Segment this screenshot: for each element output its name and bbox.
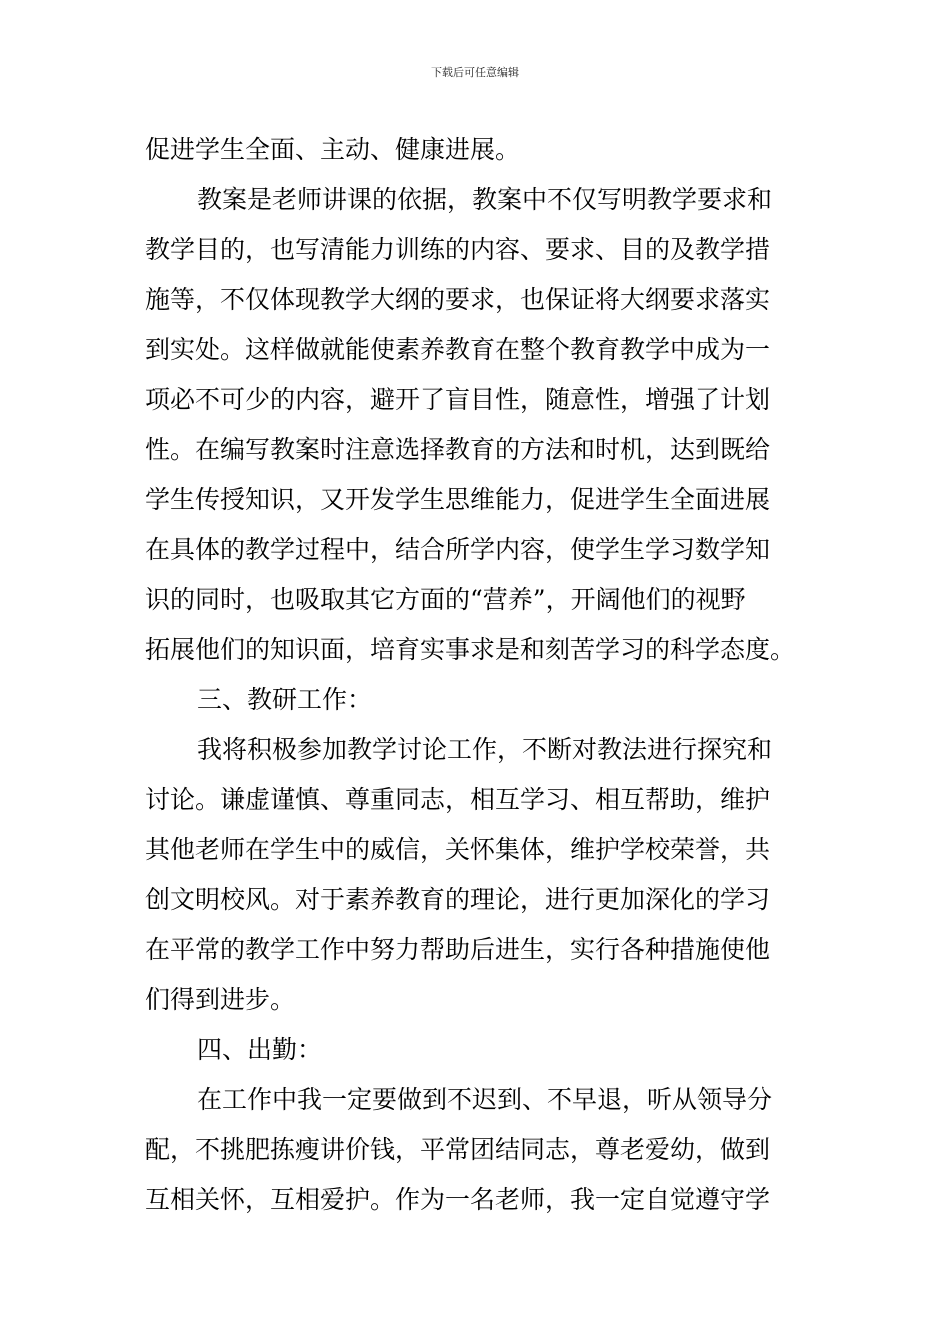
text-line: 到实处。这样做就能使素养教育在整个教育教学中成为一: [145, 335, 771, 364]
text-line: 讨论。谦虚谨慎、尊重同志，相互学习、相互帮助，维护: [145, 785, 771, 814]
text-line: 促进学生全面、主动、健康进展。: [145, 135, 521, 164]
text-line: 学生传授知识，又开发学生思维能力，促进学生全面进展: [145, 485, 771, 514]
text-line: 在具体的教学过程中，结合所学内容，使学生学习数学知: [145, 535, 771, 564]
section-heading: 四、出勤：: [197, 1035, 323, 1064]
text-line: 互相关怀，互相爱护。作为一名老师，我一定自觉遵守学: [145, 1185, 771, 1214]
text-line: 性。在编写教案时注意选择教育的方法和时机，达到既给: [145, 435, 771, 464]
text-line: 在平常的教学工作中努力帮助后进生，实行各种措施使他: [145, 935, 771, 964]
paragraph-first-line: 在工作中我一定要做到不迟到、不早退，听从领导分: [197, 1085, 773, 1114]
paragraph-first-line: 教案是老师讲课的依据，教案中不仅写明教学要求和: [197, 185, 773, 214]
paragraph-first-line: 我将积极参加教学讨论工作，不断对教法进行探究和: [197, 735, 773, 764]
text-line: 创文明校风。对于素养教育的理论，进行更加深化的学习: [145, 885, 771, 914]
page-header: 下载后可任意编辑: [431, 66, 519, 79]
text-line: 识的同时，也吸取其它方面的“营养”，开阔他们的视野: [145, 585, 746, 614]
text-line: 项必不可少的内容，避开了盲目性，随意性，增强了计划: [145, 385, 771, 414]
text-line: 们得到进步。: [145, 985, 296, 1014]
section-heading: 三、教研工作：: [197, 685, 373, 714]
text-line: 教学目的，也写清能力训练的内容、要求、目的及教学措: [145, 235, 771, 264]
text-line: 其他老师在学生中的威信，关怀集体，维护学校荣誉，共: [145, 835, 771, 864]
text-line: 施等，不仅体现教学大纲的要求，也保证将大纲要求落实: [145, 285, 771, 314]
text-line: 拓展他们的知识面，培育实事求是和刻苦学习的科学态度。: [145, 635, 796, 664]
document-body: [145, 125, 811, 1225]
text-line: 配，不挑肥拣瘦讲价钱，平常团结同志，尊老爱幼，做到: [145, 1135, 771, 1164]
